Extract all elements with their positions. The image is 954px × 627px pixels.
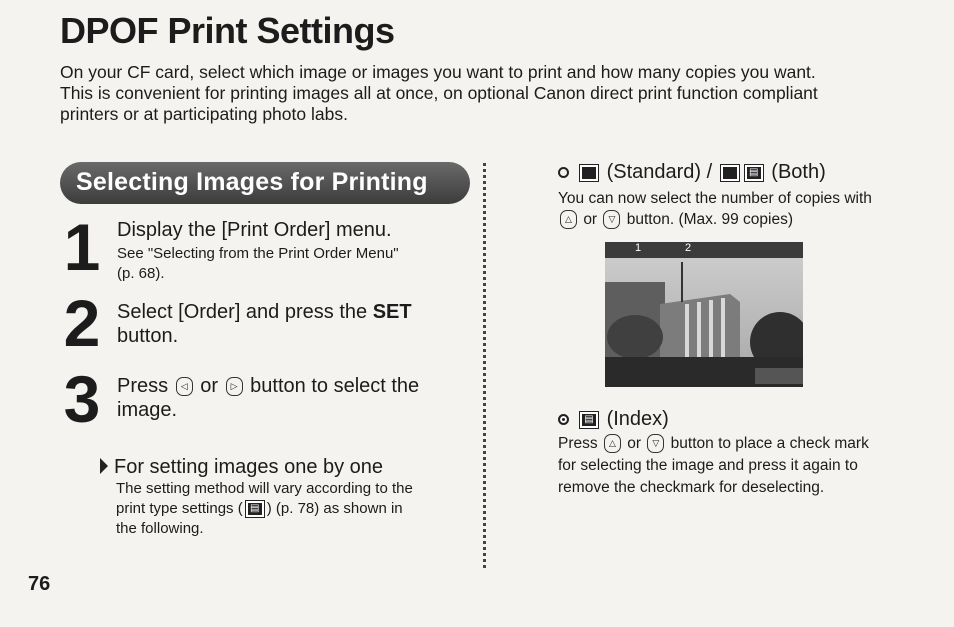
copies-unit: 2 <box>685 242 692 254</box>
step-3-text-b: button to select the <box>250 375 420 397</box>
step-2-number: 2 <box>63 286 101 360</box>
left-button-icon: ◁ <box>176 377 193 396</box>
copies-count: 1 <box>635 242 642 254</box>
sub-heading-text: For setting images one by one <box>114 456 384 478</box>
index-body-line <box>558 433 938 455</box>
print-type-icon: ▤ <box>245 500 265 518</box>
sub-body <box>116 479 471 539</box>
down-button-icon: ▽ <box>647 434 664 453</box>
step-2-text <box>117 300 472 348</box>
up-button-icon: △ <box>604 434 621 453</box>
section-banner: Selecting Images for Printing <box>60 162 470 204</box>
index-body-line: for selecting the image and press it again to <box>558 457 858 474</box>
standard-body-text: button. (Max. 99 copies) <box>626 211 794 228</box>
step-3-text-c: image. <box>117 399 178 421</box>
sub-body-text: ) (p. 78) as shown in <box>266 500 403 517</box>
standard-body <box>558 188 938 230</box>
index-body <box>558 433 938 499</box>
bullet-icon <box>558 167 569 178</box>
camera-lcd-photo <box>605 242 803 387</box>
index-heading <box>558 407 938 431</box>
standard-body-line: You can now select the number of copies with <box>558 190 872 207</box>
standard-body-line <box>558 209 938 230</box>
step-3-mid: or <box>200 375 219 397</box>
step-3-number: 3 <box>63 362 101 436</box>
sub-body-text: print type settings ( <box>116 500 243 517</box>
step-1-text: Display the [Print Order] menu. <box>117 219 392 241</box>
down-button-icon: ▽ <box>603 210 620 229</box>
step-1-note-line: See "Selecting from the Print Order Menu" <box>117 245 399 262</box>
index-body-text: button to place a check mark <box>670 435 869 452</box>
sub-body-line: The setting method will vary according to the <box>116 480 413 497</box>
sub-heading <box>100 455 475 479</box>
step-2-text-b: button. <box>117 325 179 347</box>
bullet-icon <box>558 414 569 425</box>
step-1-note <box>117 244 472 284</box>
up-button-icon: △ <box>560 210 577 229</box>
page-number: 76 <box>28 573 51 595</box>
set-button-label: SET <box>372 301 412 323</box>
triangle-bullet-icon <box>100 458 108 474</box>
or-text: or <box>583 211 598 228</box>
index-icon: ▤ <box>744 164 764 182</box>
standard-heading-text: (Standard) / <box>606 161 713 183</box>
intro-paragraph <box>60 62 930 125</box>
sub-body-line <box>116 499 471 519</box>
intro-line: printers or at participating photo labs. <box>60 104 348 124</box>
step-3-text-a: Press <box>117 375 169 397</box>
step-1-number: 1 <box>63 210 101 284</box>
right-button-icon: ▷ <box>226 377 243 396</box>
index-heading-text: (Index) <box>606 408 669 430</box>
index-body-text: Press <box>558 435 598 452</box>
intro-line: This is convenient for printing images all at once, on optional Canon direct print function compliant <box>60 83 818 103</box>
standard-icon <box>720 164 740 182</box>
step-1-note-line: (p. 68). <box>117 265 165 282</box>
column-divider <box>483 163 486 568</box>
standard-icon <box>579 164 599 182</box>
standard-heading <box>558 160 938 184</box>
or-text: or <box>627 435 642 452</box>
building-photo <box>605 242 803 387</box>
intro-line: On your CF card, select which image or images you want to print and how many copies you want. <box>60 62 816 82</box>
sub-body-line: the following. <box>116 520 204 537</box>
index-body-line: remove the checkmark for deselecting. <box>558 479 825 496</box>
step-2-text-a: Select [Order] and press the <box>117 301 368 323</box>
step-3-text <box>117 374 477 422</box>
index-icon: ▤ <box>579 411 599 429</box>
both-heading-text: (Both) <box>771 161 826 183</box>
page-title: DPOF Print Settings <box>60 10 395 51</box>
